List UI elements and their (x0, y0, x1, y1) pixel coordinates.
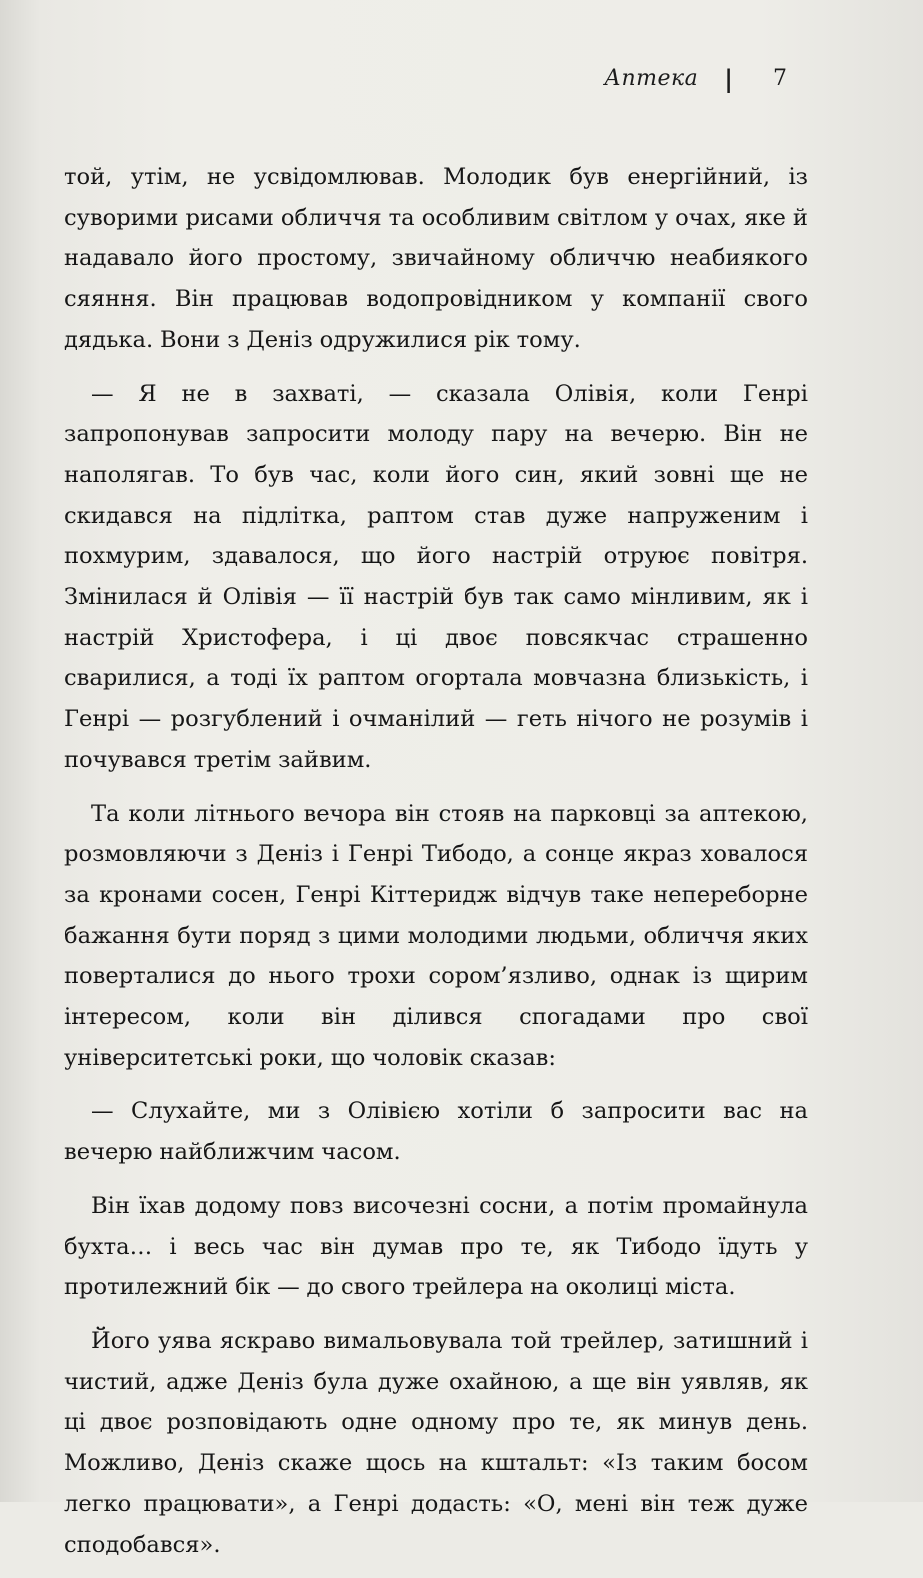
paragraph: Він їхав додому повз височезні сосни, а потім промайнула бухта… і весь час він думав про те, як Тибодо їдуть у протилежний бік — до свого трейлера на околиці міста. (64, 1192, 808, 1301)
paragraph-continuation: той, утім, не усвідомлював. Молодик був енергійний, із суворими рисами обличчя та особливим світлом у очах, яке й надавало його простому, звичайному обличчю неабиякого сяяння. Він працював водопровідником у компанії свого дядька. Вони з Деніз одружилися рік тому. (64, 164, 808, 353)
paragraph: — Я не в захваті, — сказала Олівія, коли Генрі запропонував запросити молоду пару на вечерю. Він не наполягав. То був час, коли його син, який зовні ще не скидався на підлітка, раптом став дуже напруженим і похмурим, здавалося, що його настрій отруює повітря. Змінилася й Олівія — її настрій був так само мінливим, як і настрій Христофера, і ці двоє повсякчас страшенно сварилися, а тоді їх раптом огортала мовчазна близькість, і Генрі — розгублений і очманілий — геть нічого не розумів і почувався третім зайвим. (64, 380, 808, 773)
body-text (64, 157, 808, 1578)
header-separator: | (724, 63, 733, 93)
running-header (604, 58, 787, 98)
section-title: Аптека (604, 65, 699, 91)
dialogue-paragraph: — Слухайте, ми з Олівією хотіли б запросити вас на вечерю найближчим часом. (64, 1098, 808, 1166)
paragraph: Його уява яскраво вимальовувала той трейлер, затишний і чистий, адже Деніз була дуже охайною, а ще він уявляв, як ці двоє розповідають одне одному про те, як минув день. Можливо, Деніз скаже щось на кштальт: «Із таким босом легко працювати», а Генрі додасть: «О, мені він теж дуже сподобався». (64, 1327, 808, 1558)
page-number: 7 (773, 65, 787, 91)
paragraph: Та коли літнього вечора він стояв на парковці за аптекою, розмовляючи з Деніз і Генрі Тибодо, а сонце якраз ховалося за кронами сосен, Генрі Кіттеридж відчув таке непереборне бажання бути поряд з цими молодими людьми, обличчя яких поверталися до нього трохи сором’язливо, однак із щирим інтересом, коли він ділився спогадами про свої університетські роки, що чоловік сказав: (64, 800, 808, 1071)
